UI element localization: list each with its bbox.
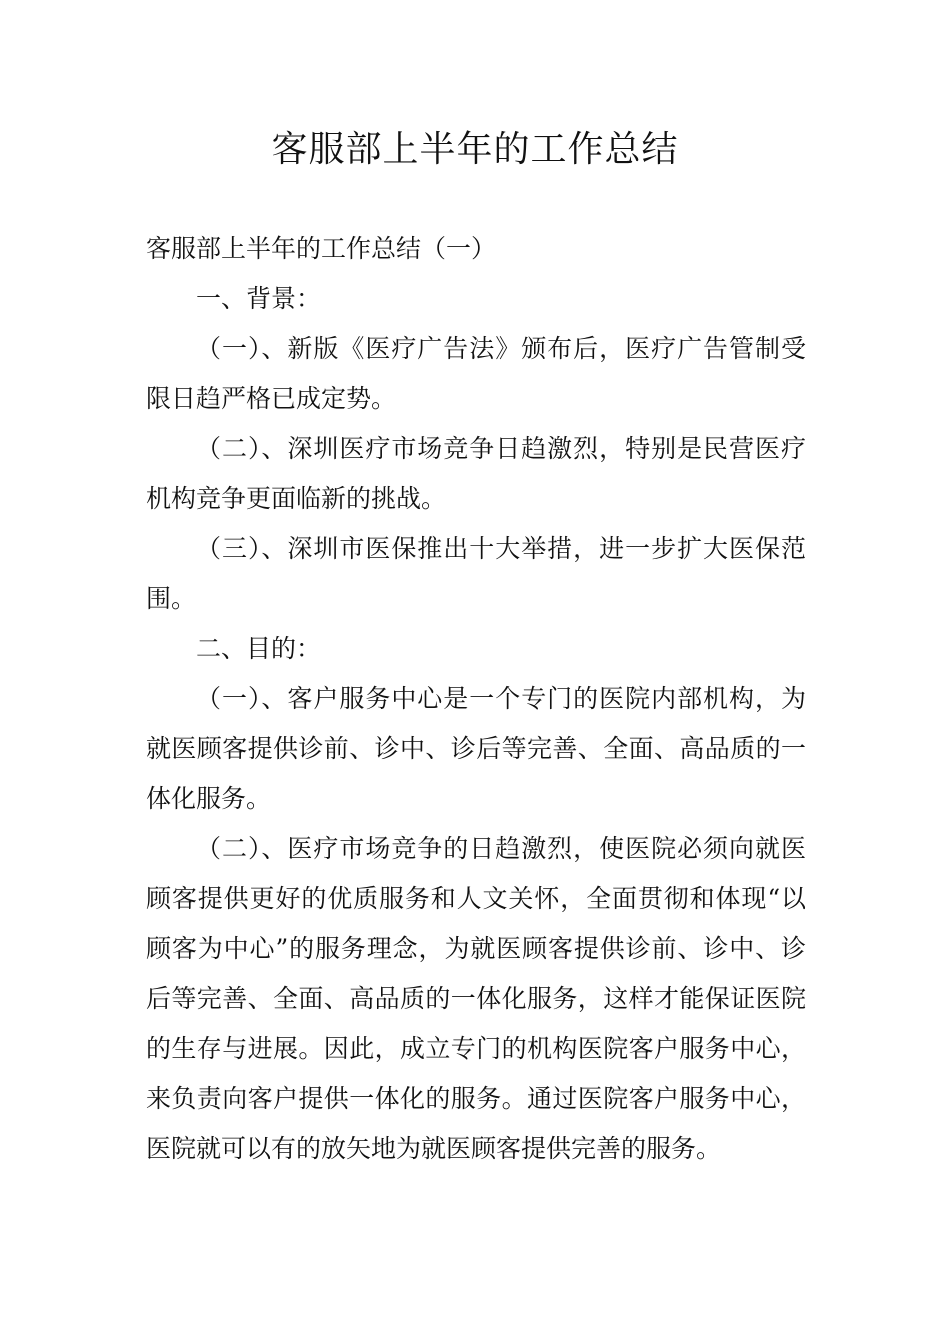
paragraph-purpose-2: （二）、医疗市场竞争的日趋激烈，使医院必须向就医顾客提供更好的优质服务和人文关怀，全面贯彻和体现“以顾客为中心”的服务理念，为就医顾客提供诊前、诊中、诊后等完善、全面、高品质的一体化服务，这样才能保证医院的生存与进展。因此，成立专门的机构医院客户服务中心，来负责向客户提供一体化的服务。通过医院客户服务中心，医院就可以有的放矢地为就医顾客提供完善的服务。 bbox=[146, 834, 806, 1163]
paragraph-background-3: （三）、深圳市医保推出十大举措，进一步扩大医保范围。 bbox=[146, 534, 806, 613]
heading-background: 一、背景： bbox=[196, 284, 322, 313]
heading-purpose: 二、目的： bbox=[196, 634, 322, 663]
paragraph-purpose-1: （一）、客户服务中心是一个专门的医院内部机构，为就医顾客提供诊前、诊中、诊后等完善、全面、高品质的一体化服务。 bbox=[146, 684, 806, 813]
paragraph-background-1: （一）、新版《医疗广告法》颁布后，医疗广告管制受限日趋严格已成定势。 bbox=[146, 334, 806, 413]
document-body bbox=[146, 224, 806, 1174]
section-subtitle: 客服部上半年的工作总结（一） bbox=[146, 234, 497, 263]
paragraph-background-2: （二）、深圳医疗市场竞争日趋激烈，特别是民营医疗机构竞争更面临新的挑战。 bbox=[146, 434, 806, 513]
document-title: 客服部上半年的工作总结 bbox=[271, 129, 679, 170]
